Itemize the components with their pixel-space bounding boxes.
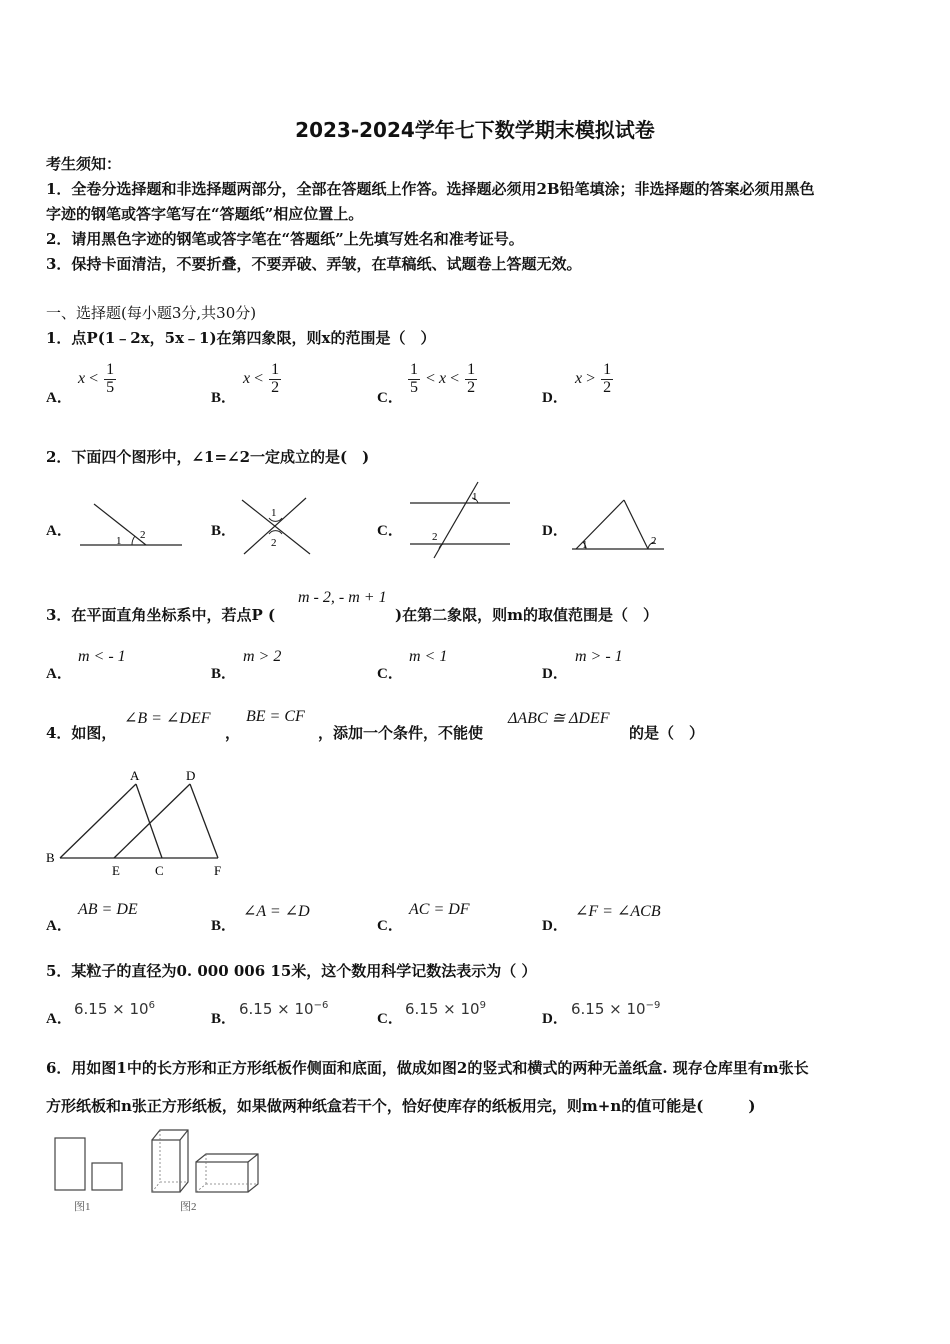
q4-cond1: ∠B = ∠DEF: [124, 710, 211, 727]
q6-line1: 6．用如图1中的长方形和正方形纸板作侧面和底面，做成如图2的竖式和横式的两种无盖纸盒. 现存仓库里有m张长: [46, 1059, 809, 1077]
q5-option-b-label: B．: [211, 1011, 237, 1027]
q3-option-c-label: C．: [377, 666, 403, 682]
q5-stem: 5．某粒子的直径为0. 000 006 15米，这个数用科学记数法表示为（ ）: [46, 962, 537, 980]
angle-1-label: 1: [582, 539, 588, 551]
notice-item: 2．请用黑色字迹的钢笔或答字笔在“答题纸”上先填写姓名和准考证号。: [46, 230, 524, 248]
q4-option-b: ∠A = ∠D: [243, 903, 310, 920]
q4-stem-b: ，添加一个条件，不能使: [318, 724, 484, 742]
q1-option-d-math: x > $\frac{1}{2}$: [575, 361, 612, 396]
q4-cond2: BE = CF: [246, 708, 305, 725]
q2-option-b-label: B．: [211, 523, 237, 539]
notice-heading: 考生须知：: [46, 155, 122, 173]
notice-item: 字迹的钢笔或答字笔写在“答题纸”相应位置上。: [46, 205, 364, 223]
q1-option-b-math: x < $\frac{1}{2}$: [243, 361, 280, 396]
point-e-label: E: [112, 863, 120, 878]
q3-option-b: m > 2: [243, 648, 282, 665]
q3-option-d: m > - 1: [575, 648, 623, 665]
point-a-label: A: [130, 768, 140, 783]
q3-option-a-label: A．: [46, 666, 72, 682]
q1-stem: 1．点P(1﹣2x，5x﹣1)在第四象限，则x的范围是（ ）: [46, 329, 436, 347]
q3-option-c: m < 1: [409, 648, 448, 665]
q1-option-c-math: $\frac{1}{5}$ < x < $\frac{1}{2}$: [410, 361, 476, 396]
angle-1-label: 1: [472, 491, 478, 503]
q2-figure-a: [76, 496, 186, 552]
q2-option-d-label: D．: [542, 523, 568, 539]
q5-option-b: $6.15 \times 10^{-6}$: [239, 1000, 329, 1018]
q4-option-c: AC = DF: [409, 901, 470, 918]
angle-2-label: 2: [140, 529, 146, 541]
q4-option-b-label: B．: [211, 918, 237, 934]
q5-option-a: $6.15 \times 10^6$: [74, 1000, 155, 1018]
q5-option-d-label: D．: [542, 1011, 568, 1027]
q3-point: m - 2, - m + 1: [298, 589, 387, 606]
q5-option-c-label: C．: [377, 1011, 403, 1027]
page-title: 2023-2024学年七下数学期末模拟试卷: [295, 118, 655, 142]
figure-2-label: 图2: [180, 1201, 197, 1213]
angle-2-label: 2: [651, 535, 657, 547]
q4-figure: [44, 764, 234, 880]
q4-option-c-label: C．: [377, 918, 403, 934]
notice-item: 3．保持卡面清洁，不要折叠，不要弄破、弄皱，在草稿纸、试题卷上答题无效。: [46, 255, 582, 273]
q3-option-a: m < - 1: [78, 648, 126, 665]
angle-2-label: 2: [432, 531, 438, 543]
q6-line2: 方形纸板和n张正方形纸板，如果做两种纸盒若干个，恰好使库存的纸板用完，则m+n的值可能是( ): [46, 1097, 756, 1115]
figure-1-label: 图1: [74, 1201, 91, 1213]
q4-option-d: ∠F = ∠ACB: [575, 903, 661, 920]
q3-option-b-label: B．: [211, 666, 237, 682]
q2-figure-b: [238, 494, 316, 558]
q1-option-a-math: x < $\frac{1}{5}$: [78, 361, 115, 396]
q2-figure-d: [568, 494, 668, 554]
q4-option-a-label: A．: [46, 918, 72, 934]
q1-option-c-label: C．: [377, 390, 403, 406]
q4-stem-c: 的是（ ）: [629, 724, 705, 742]
section-heading: 一、选择题(每小题3分,共30分): [46, 304, 257, 322]
q4-comma: ，: [225, 724, 241, 742]
point-b-label: B: [46, 850, 55, 865]
q2-stem: 2．下面四个图形中，∠1=∠2一定成立的是( ): [46, 448, 370, 466]
q5-option-d: $6.15 \times 10^{-9}$: [571, 1000, 661, 1018]
point-d-label: D: [186, 768, 196, 783]
q2-option-a-label: A．: [46, 523, 72, 539]
q4-option-d-label: D．: [542, 918, 568, 934]
q1-option-a-label: A．: [46, 390, 72, 406]
q2-option-c-label: C．: [377, 523, 403, 539]
angle-2-label: 2: [271, 537, 277, 549]
angle-1-label: 1: [116, 535, 122, 547]
q2-figure-c: [406, 478, 516, 562]
q5-option-a-label: A．: [46, 1011, 72, 1027]
q3-stem-after: )在第二象限，则m的取值范围是（ ）: [395, 606, 658, 624]
notice-item: 1．全卷分选择题和非选择题两部分，全部在答题纸上作答。选择题必须用2B铅笔填涂；非选择题的答案必须用黑色: [46, 180, 815, 198]
q5-option-c: $6.15 \times 10^9$: [405, 1000, 486, 1018]
q6-figure: [50, 1126, 270, 1218]
q3-option-d-label: D．: [542, 666, 568, 682]
point-f-label: F: [214, 863, 222, 878]
q4-stem-a: 4．如图，: [46, 724, 117, 742]
q3-stem-before: 3．在平面直角坐标系中，若点P (: [46, 606, 276, 624]
q4-option-a: AB = DE: [78, 901, 138, 918]
q4-cond3: ΔABC ≅ ΔDEF: [508, 710, 610, 727]
angle-1-label: 1: [271, 507, 277, 519]
point-c-label: C: [155, 863, 164, 878]
q1-option-d-label: D．: [542, 390, 568, 406]
q1-option-b-label: B．: [211, 390, 237, 406]
